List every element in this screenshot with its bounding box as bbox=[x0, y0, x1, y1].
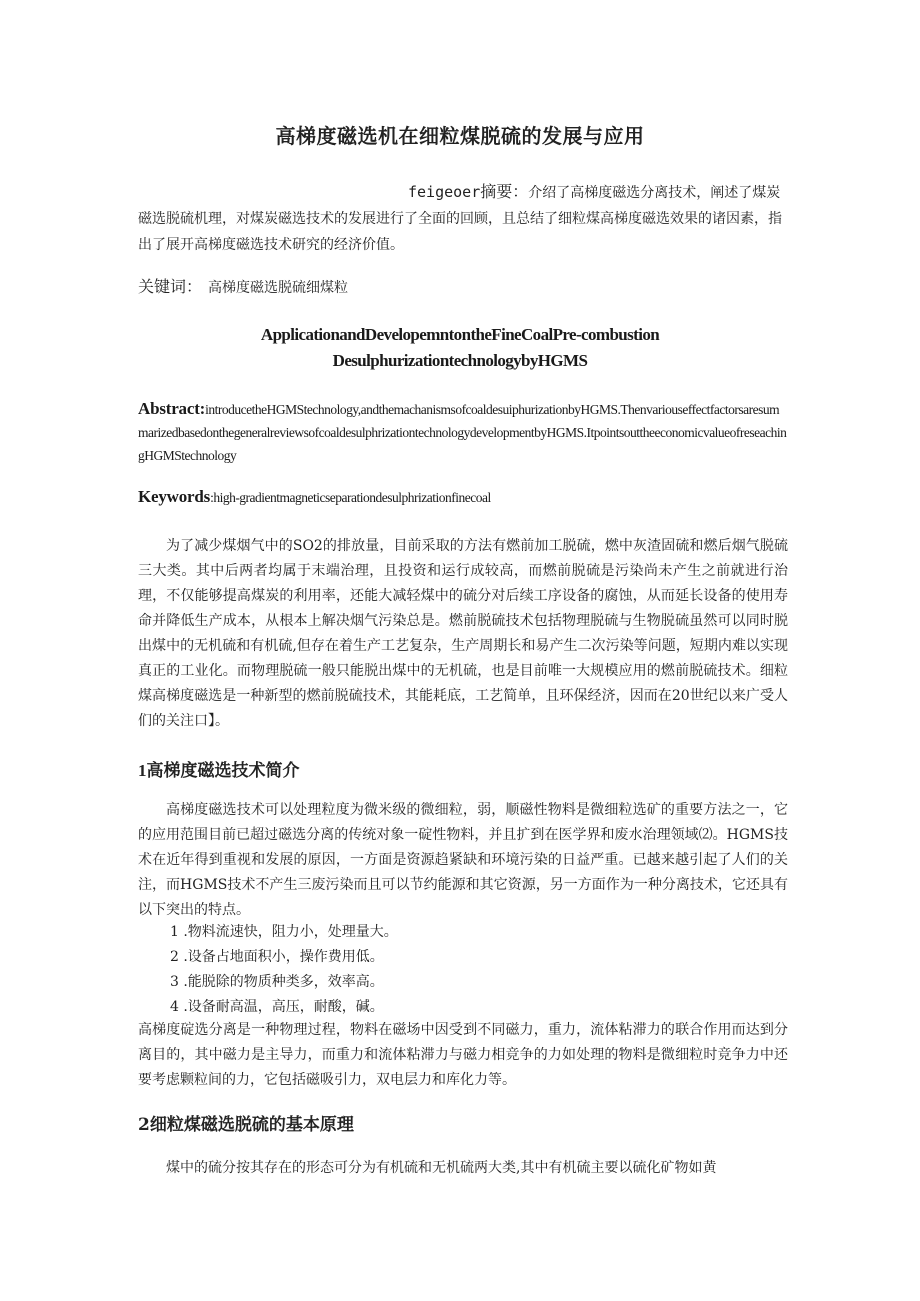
english-title-line2: DesulphurizationtechnologybyHGMS bbox=[332, 351, 588, 370]
list-item: 1 .物料流速快，阻力小，处理量大。 bbox=[170, 924, 398, 940]
section2-number: 2 bbox=[138, 1115, 150, 1135]
abstract-cn-label: 摘要： bbox=[480, 182, 529, 201]
list-item: 3 .能脱除的物质种类多，效率高。 bbox=[170, 974, 384, 990]
abstract-en bbox=[138, 397, 788, 467]
paper-title: 高梯度磁选机在细粒煤脱硫的发展与应用 bbox=[275, 124, 645, 148]
english-title-line1: ApplicationandDevelopemntontheFineCoalPre-combustion bbox=[260, 325, 660, 344]
english-title bbox=[0, 322, 920, 374]
author-name: feigeoer bbox=[408, 183, 481, 201]
abstract-en-text: introducetheHGMStechnology,andthemachanismsofcoaldesuiphurizationbyHGMS.ThenvariouseffectfactorsaresummarizedbasedonthegeneralreviewsofcoaldesulphrizationtechnologydevelopmentbyHGMS.ItpointsouttheeconomicvalueofreseachingHGMStechnology bbox=[138, 402, 787, 463]
section1-number: 1 bbox=[138, 761, 147, 780]
keywords-cn-value: 高梯度磁选脱硫细煤粒 bbox=[208, 280, 349, 296]
section1-paragraph2: 高梯度碇选分离是一种物理过程，物料在磁场中因受到不同磁力，重力，流体粘滞力的联合作用而达到分离目的，其中磁力是主导力，而重力和流体粘滞力与磁力相竞争的力如处理的物料是微细粒时竞争力中还要考虑颗粒间的力，它包括磁吸引力，双电层力和库化力等。 bbox=[138, 1022, 788, 1088]
abstract-en-label: Abstract: bbox=[138, 399, 206, 418]
keywords-cn bbox=[138, 274, 348, 297]
feature-list bbox=[170, 920, 770, 1020]
section1-heading bbox=[138, 756, 300, 781]
keywords-en-label: Keywords bbox=[138, 487, 211, 506]
keywords-en bbox=[138, 487, 491, 507]
abstract-cn-text: 介绍了高梯度磁选分离技术，阐述了煤炭磁选脱硫机理，对煤炭磁选技术的发展进行了全面的回顾，且总结了细粒煤高梯度磁选效果的诸因素，指出了展开高梯度磁选技术研究的经济价值。 bbox=[138, 185, 782, 253]
section1-paragraph: 高梯度磁选技术可以处理粒度为微米级的微细粒，弱，顺磁性物料是微细粒选矿的重要方法之一，它的应用范围目前已超过磁选分离的传统对象一碇性物料，并且扩到在医学界和废水治理领域⑵。HGMS技术在近年得到重视和发展的原因，一方面是资源趋紧缺和环境污染的日益严重。已越来越引起了人们的关注，而HGMS技术不产生三废污染而且可以节约能源和其它资源，另一方面作为一种分离技术，它还具有以下突出的特点。 bbox=[138, 802, 788, 918]
list-item: 2 .设备占地面积小，操作费用低。 bbox=[170, 949, 384, 965]
section2-title: 细粒煤磁选脱硫的基本原理 bbox=[149, 1115, 354, 1135]
list-item: 4 .设备耐高温，高压，耐酸，碱。 bbox=[170, 999, 384, 1015]
abstract-cn bbox=[138, 179, 788, 258]
section2-heading bbox=[138, 1110, 354, 1135]
keywords-en-value: :high-gradientmagneticseparationdesulphrizationfinecoal bbox=[210, 490, 491, 505]
section2-paragraph: 煤中的硫分按其存在的形态可分为有机硫和无机硫两大类,其中有机硫主要以硫化矿物如黄 bbox=[166, 1160, 717, 1176]
intro-paragraph: 为了减少煤烟气中的SO2的排放量，目前采取的方法有燃前加工脱硫，燃中灰渣固硫和燃后烟气脱硫三大类。其中后两者均属于末端治理，且投资和运行成较高，而燃前脱硫是污染尚未产生之前就进行治理，不仅能够提高煤炭的利用率，还能大减轻煤中的硫分对后续工序设备的腐蚀，从而延长设备的使用寿命并降低生产成本，从根本上解决烟气污染总是。燃前脱硫技术包括物理脱硫与生物脱硫虽然可以同时脱出煤中的无机硫和有机硫,但存在着生产工艺复杂，生产周期长和易产生二次污染等问题，短期内难以实现真正的工业化。而物理脱硫一般只能脱出煤中的无机硫，也是目前唯一大规模应用的燃前脱硫技术。细粒煤高梯度磁选是一种新型的燃前脱硫技术，其能耗底，工艺简单，且环保经济，因而在20世纪以来广受人们的关注口】。 bbox=[138, 538, 788, 729]
section1-title: 高梯度磁选技术简介 bbox=[146, 761, 300, 781]
keywords-cn-label: 关键词： bbox=[138, 277, 203, 296]
